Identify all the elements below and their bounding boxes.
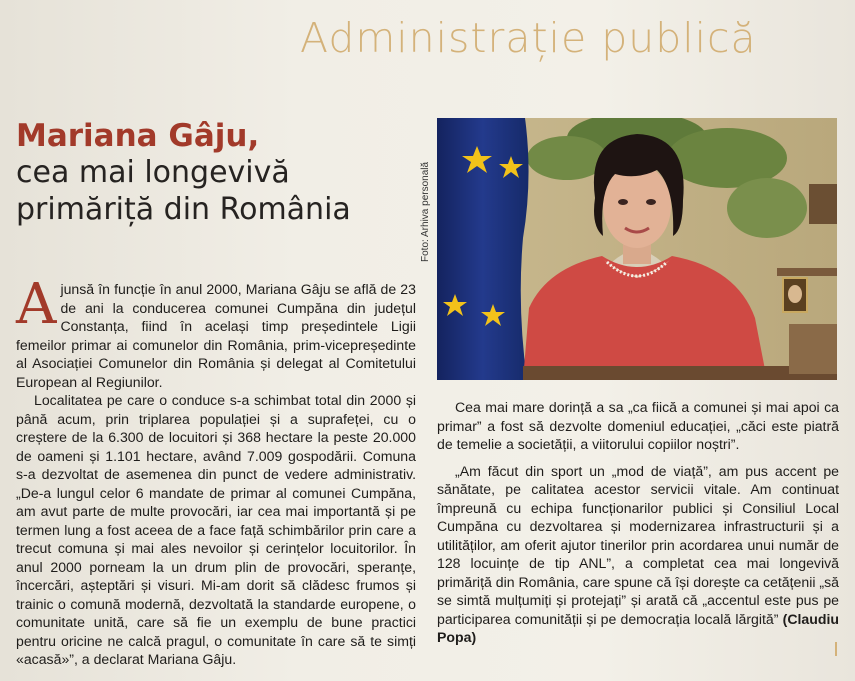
paragraph-4-text: „Am făcut din sport un „mod de viață”, am pus accent pe sănătate, pe calitatea acestor servicii vitale. Am continuat împreună cu echipa funcționarilor publici și Consiliul Local Cumpăna cu dezvoltarea și modernizarea infrastructurii și a utilităților, am oferit ajutor tinerilor prin acordarea unui număr de 128 locuințe de tip ANL”, a completat cea mai longevivă primăriță din România, care spune că își dorește ca cetățenii „să se simtă mulțumiți și protejați” și arată că „accentul este pus pe participarea comunității și pe democrația locală lărgită” xyxy=(437,462,839,627)
paragraph-1-text: junsă în funcție în anul 2000, Mariana Gâju se află de 23 de ani la conducerea comunei Cumpăna din județul Constanța, fiind în același timp președintele Ligii femeilor primar ai comunelor din România, prim-vicepreședinte al Asociației Comunelor din România și delegat al Comitetului European al Regiunilor. xyxy=(16,281,416,390)
article-paragraph-1 xyxy=(16,272,416,391)
headline-name: Mariana Gâju, xyxy=(16,118,260,154)
drop-cap: A xyxy=(16,272,57,337)
portrait-photo-illustration xyxy=(437,118,837,380)
portrait-photo xyxy=(437,118,837,380)
headline-line-3: primăriță din România xyxy=(16,192,351,227)
article-paragraph-2: Localitatea pe care o conduce s-a schimbat total din 2000 și până acum, prin triplarea populației și a suprafeței, cu o creștere de la 6.300 de locuitori și 368 hectare la peste 20.000 de oameni și 1.101 hectare, având 7.009 gospodării. Comuna s-a dezvoltat de asemenea din punct de vedere administrativ. „De-a lungul celor 6 mandate de primar al comunei Cumpăna, am avut parte de multe provocări, iar cea mai importantă și pe termen lung a fost aceea de a face față schimbărilor prin care a trecut comuna și mai ales nevoilor și cerințelor locuitorilor. În anul 2000 porneam la un drum plin de provocări, speranțe, încercări, așteptări și visuri. Mi-am dorit să clădesc frumos și trainic o comună modernă, dezvoltată la standarde europene, o comunitate unită, care să fie un exemplu de bune practici pentru oricine ne calcă pragul, o comunitate în care să te simți «acasă»”, a declarat Mariana Gâju. xyxy=(16,392,416,667)
article-headline xyxy=(16,118,426,228)
headline-line-2: cea mai longevivă xyxy=(16,155,290,190)
photo-credit: Foto: Arhiva personală xyxy=(420,161,431,262)
article-column-right xyxy=(437,398,839,655)
author-credit: (Claudiu Popa) xyxy=(437,610,839,645)
article-paragraph-4 xyxy=(437,462,839,647)
section-title: Administrație publică xyxy=(300,14,757,62)
page-edge-mark xyxy=(835,642,837,656)
article-paragraph-3: Cea mai mare dorință a sa „ca fiică a comunei și mai apoi ca primar” a fost să dezvolte domeniul educației, „căci este piatră de temelie a societății, a viitorului copiilor noștri”. xyxy=(437,399,839,452)
article-column-left xyxy=(16,272,416,669)
